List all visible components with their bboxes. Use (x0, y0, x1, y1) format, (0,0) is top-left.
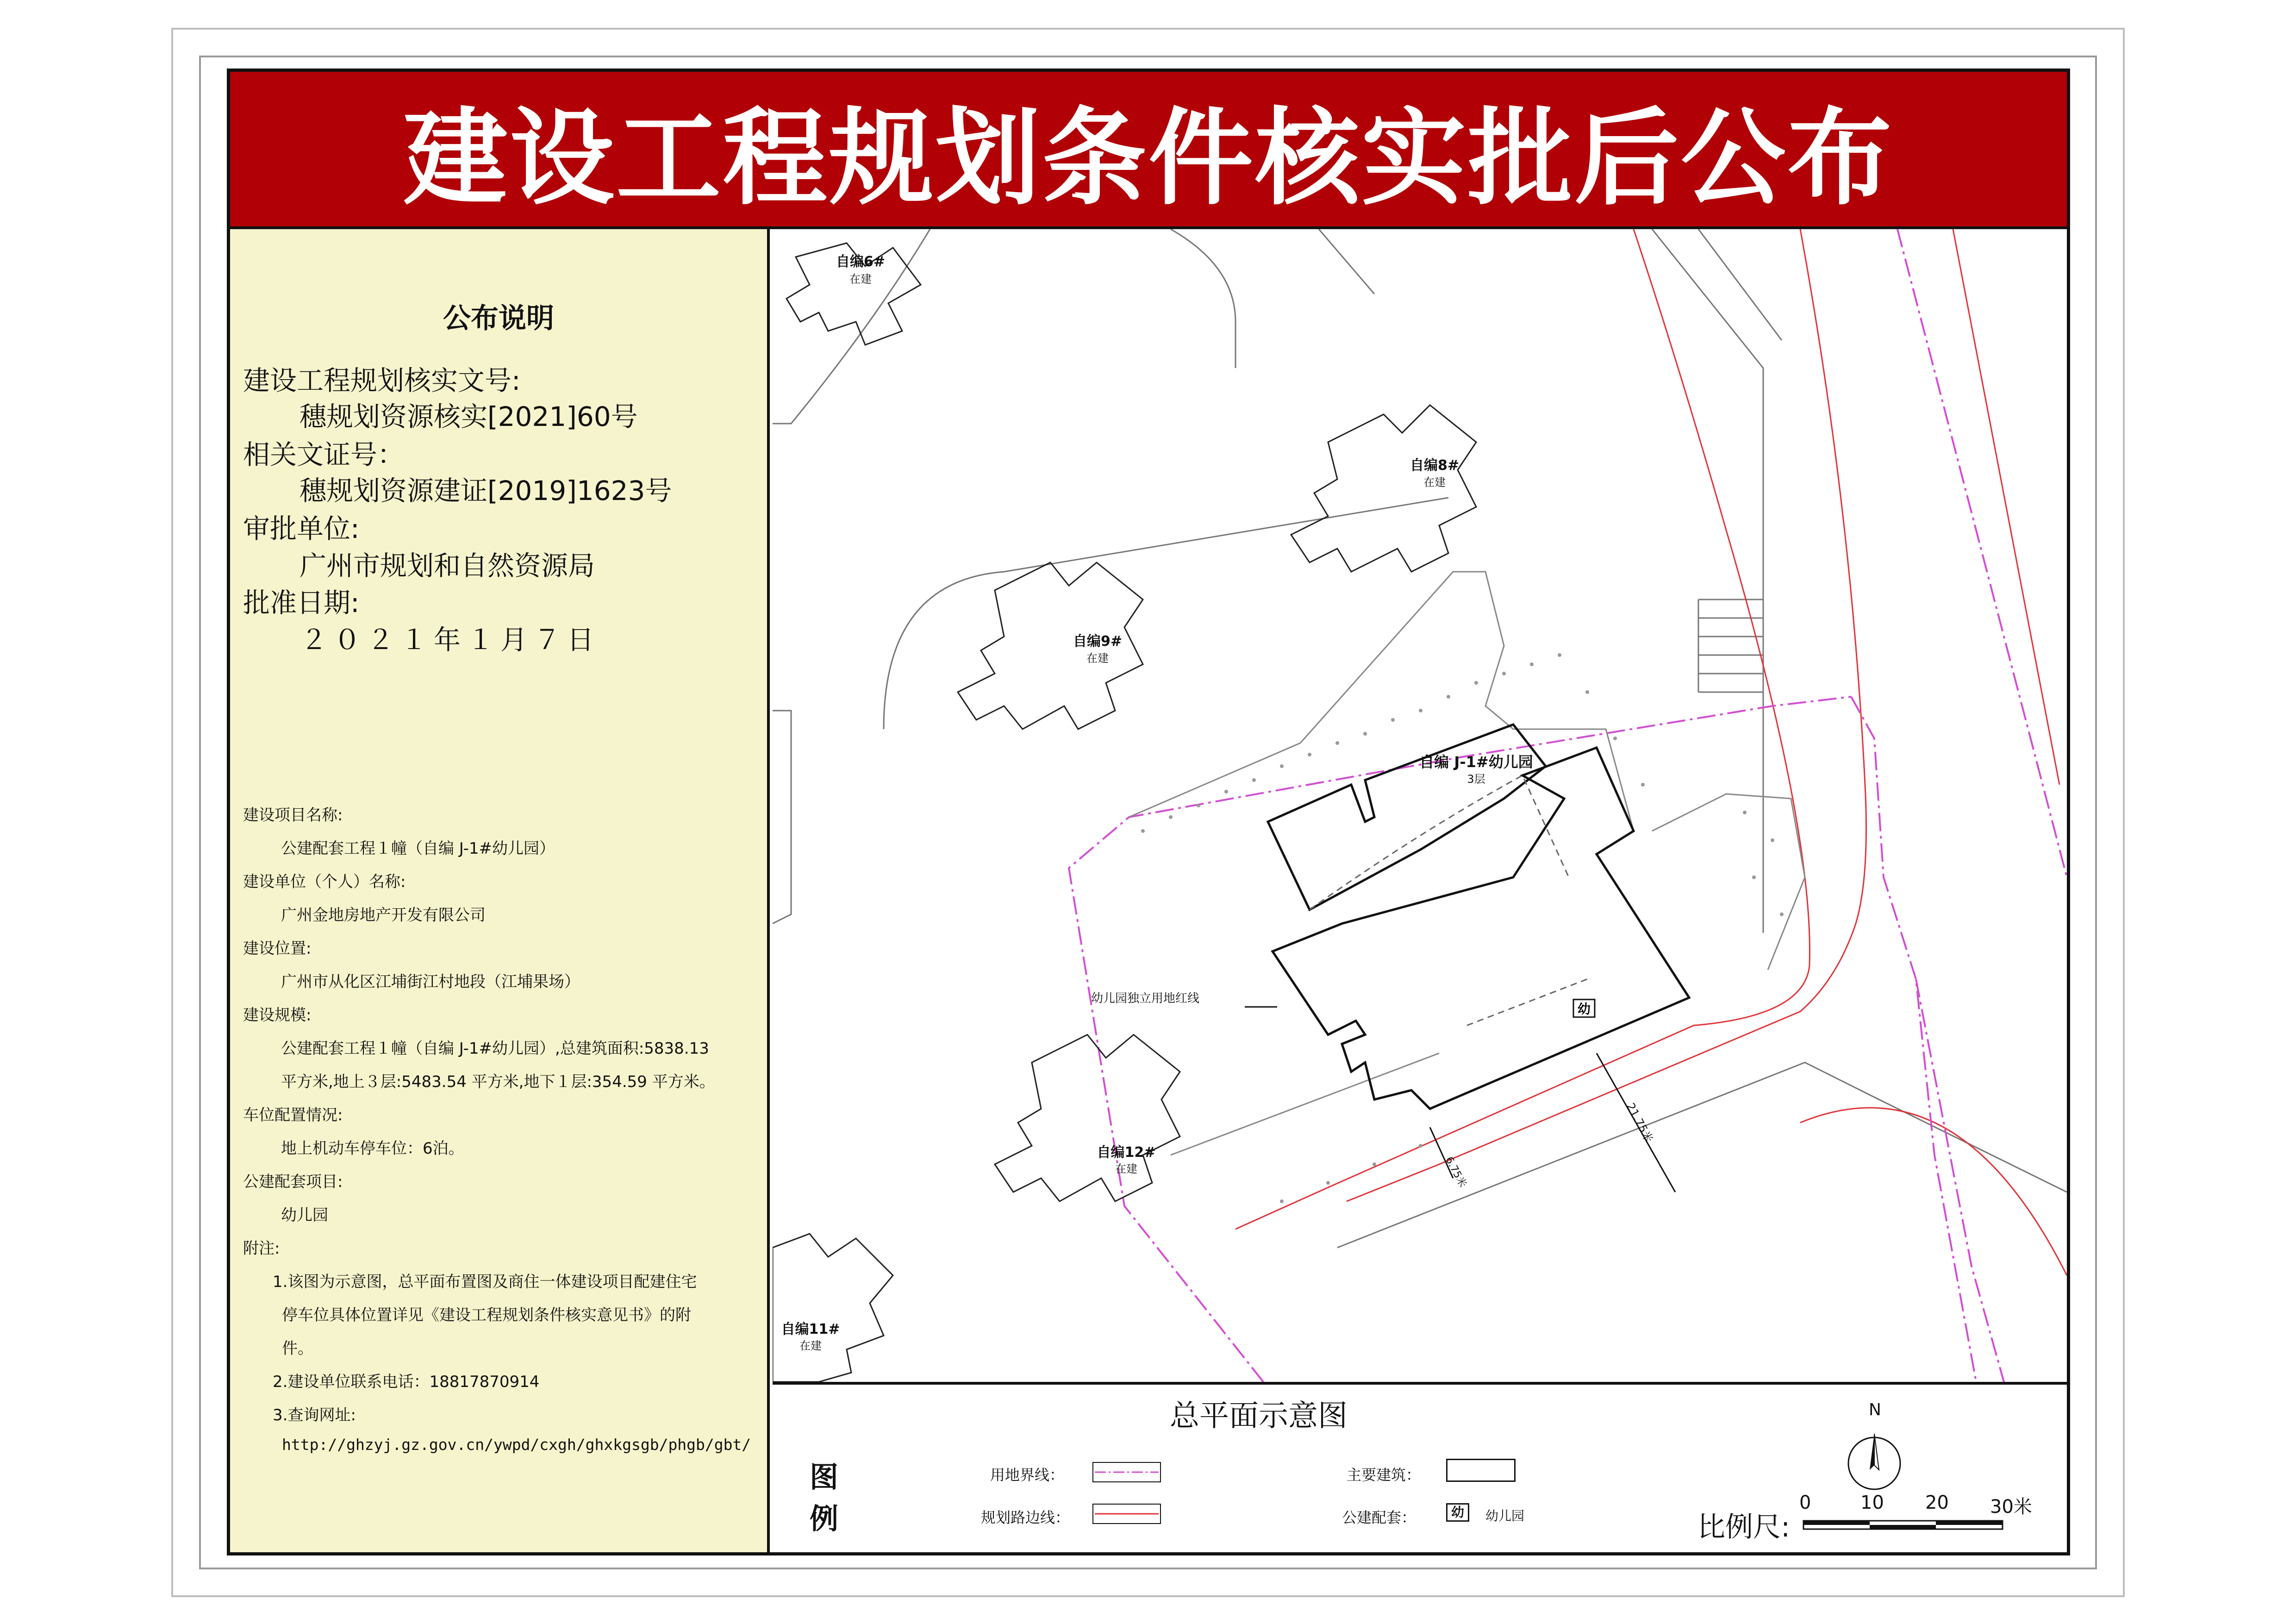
site-boundary-label: 用地界线： (990, 1466, 1065, 1484)
scale-bar (1803, 1516, 2015, 1535)
note1-line-a: 1.该图为示意图，总平面布置图及商住一体建设项目配建住宅 (273, 1273, 697, 1291)
road-line-label: 规划路边线： (981, 1509, 1070, 1526)
legend-char-1: 图 (810, 1460, 839, 1494)
legend-panel (773, 1382, 2067, 1552)
note1-line-c: 件。 (282, 1339, 313, 1358)
date-label: 批准日期: (243, 587, 360, 618)
scale-tick-10: 10 (1860, 1492, 1884, 1513)
road-line (1800, 1108, 2067, 1275)
project-name-value: 公建配套工程１幢（自编 J-1#幼儿园） (281, 839, 555, 858)
related-label: 相关文证号： (243, 439, 405, 470)
building-label-8: 自编8# (1410, 457, 1460, 474)
main-building-swatch (1446, 1459, 1516, 1482)
kindergarten-floors: 3层 (1467, 773, 1485, 786)
scale-bar-label: 比例尺: (1697, 1511, 1791, 1543)
road-edge (1879, 1099, 2067, 1192)
dimension-label-2: 6.75米 (1443, 1155, 1469, 1190)
location-label: 建设位置: (243, 939, 312, 958)
road-edge (1171, 229, 1235, 368)
note2: 2.建设单位联系电话：18817870914 (273, 1373, 540, 1391)
residential-tower (995, 1035, 1180, 1201)
road-edge (773, 711, 791, 924)
road-edge (1652, 229, 1763, 933)
location-value: 广州市从化区江埔街江村地段（江埔果场） (281, 973, 580, 991)
scale-label: 建设规模: (243, 1006, 312, 1024)
building-label-9: 自编9# (1073, 633, 1123, 650)
kindergarten-building (1268, 725, 1546, 910)
doc-no-label: 建设工程规划核实文号: (243, 365, 521, 396)
legend-char-2: 例 (810, 1502, 839, 1536)
landscape-edge (1652, 794, 1805, 970)
notice-panel (230, 229, 770, 1552)
building-status-11: 在建 (799, 1339, 822, 1352)
related-value: 穗规划资源建证[2019]1623号 (299, 475, 672, 506)
approver-value: 广州市规划和自然资源局 (299, 550, 595, 581)
unit-value: 广州金地房地产开发有限公司 (281, 906, 486, 924)
facility-value: 幼儿园 (281, 1206, 328, 1224)
scale-value-2: 平方米,地上３层:5483.54 平方米,地下１层:354.59 平方米。 (281, 1073, 715, 1091)
kindergarten-label: 自编 J-1#幼儿园 (1419, 753, 1533, 771)
road-line (1347, 229, 1866, 1201)
parking-value: 地上机动车停车位：6泊。 (281, 1139, 464, 1158)
residential-tower (1291, 405, 1476, 572)
parking-label: 车位配置情况: (243, 1106, 343, 1124)
notice-heading: 公布说明 (443, 302, 554, 335)
building-status-12: 在建 (1115, 1162, 1137, 1175)
facility-label: 公建配套项目: (243, 1173, 343, 1191)
scale-tick-20: 20 (1925, 1492, 1949, 1513)
site-boundary (1916, 979, 2004, 1382)
building-label-6: 自编6# (836, 254, 886, 270)
dimension-label-1: 21.75米 (1623, 1100, 1656, 1145)
unit-label: 建设单位（个人）名称: (243, 873, 406, 891)
project-name-label: 建设项目名称: (243, 806, 343, 824)
residential-tower (773, 1234, 893, 1382)
scale-value-1: 公建配套工程１幢（自编 J-1#幼儿园）,总建筑面积:5838.13 (281, 1039, 709, 1058)
road-line (1953, 229, 2059, 785)
road-edge (1319, 229, 1374, 294)
site-plan-map (773, 229, 2067, 1382)
parking-stalls (1698, 600, 1763, 692)
landscape-edge (1171, 1053, 1439, 1155)
scale-tick-30: 30米 (1990, 1496, 2032, 1518)
kindergarten-symbol: 幼 (1577, 1001, 1591, 1017)
north-label: N (1869, 1400, 1881, 1419)
building-status-6: 在建 (849, 273, 872, 286)
road-edge (1698, 229, 1782, 340)
note1-line-b: 停车位具体位置详见《建设工程规划条件核实意见书》的附 (282, 1306, 691, 1324)
note3: 3.查询网址: (273, 1406, 356, 1424)
approver-label: 审批单位: (243, 513, 360, 544)
site-boundary-swatch (1092, 1462, 1161, 1483)
doc-no-value: 穗规划资源核实[2021]60号 (299, 401, 638, 432)
road-line-swatch (1092, 1503, 1161, 1524)
site-boundary (1897, 229, 2067, 877)
road-edge (884, 498, 1448, 729)
site-boundary (1851, 697, 1976, 1382)
facility-name: 幼儿园 (1485, 1508, 1525, 1524)
title-banner (230, 72, 2067, 229)
query-url[interactable]: http://ghzyj.gz.gov.cn/ywpd/cxgh/ghxkgsgb/phgb/gbt/ (282, 1436, 751, 1454)
underground-outline (1467, 979, 1587, 1025)
road-edge (1337, 1062, 1879, 1248)
north-arrow-icon (1837, 1412, 1911, 1491)
building-status-8: 在建 (1423, 476, 1446, 489)
redline-label: 幼儿园独立用地红线 (1091, 992, 1200, 1006)
date-value: ２０２１年１月７日 (300, 624, 601, 656)
main-building-label: 主要建筑： (1347, 1466, 1421, 1484)
facility-symbol: 幼 (1446, 1503, 1469, 1522)
legend-title: 总平面示意图 (1170, 1399, 1348, 1433)
building-label-11: 自编11# (781, 1321, 840, 1337)
building-status-9: 在建 (1086, 652, 1109, 665)
landscape-edge (1129, 572, 1634, 831)
scale-tick-0: 0 (1799, 1492, 1811, 1513)
building-label-12: 自编12# (1097, 1144, 1156, 1161)
public-facility-label: 公建配套： (1342, 1509, 1416, 1526)
notes-label: 附注: (243, 1239, 280, 1258)
page-title: 建设工程规划条件核实批后公布 (403, 97, 1894, 219)
